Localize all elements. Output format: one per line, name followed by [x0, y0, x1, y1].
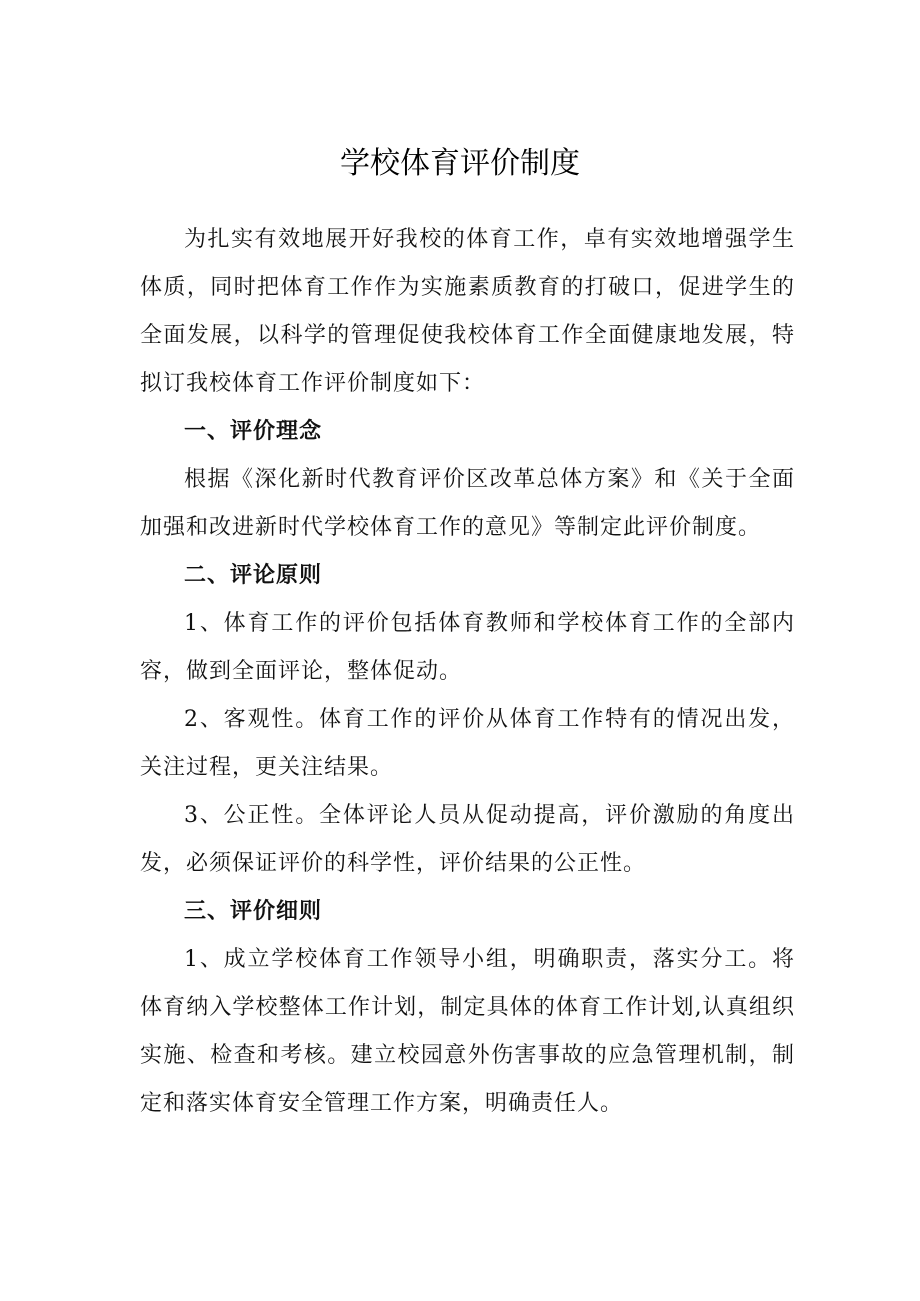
- document-title: 学校体育评价制度: [340, 146, 580, 181]
- rule-paragraph-1: 1、成立学校体育工作领导小组，明确职责，落实分工。将体育纳入学校整体工作计划，制定具体的体育工作计划,认真组织实施、检查和考核。建立校园意外伤害事故的应急管理机制，制定和落实体育安全管理工作方案，明确责任人。: [140, 947, 795, 1116]
- principle-paragraph-1: 1、体育工作的评价包括体育教师和学校体育工作的全部内容，做到全面评论，整体促动。: [140, 611, 795, 684]
- section-heading-principles: 二、评论原则: [184, 563, 323, 588]
- section-heading-philosophy: 一、评价理念: [184, 419, 323, 444]
- philosophy-paragraph: 根据《深化新时代教育评价区改革总体方案》和《关于全面加强和改进新时代学校体育工作的意见》等制定此评价制度。: [140, 467, 795, 540]
- intro-paragraph: 为扎实有效地展开好我校的体育工作，卓有实效地增强学生体质，同时把体育工作作为实施素质教育的打破口，促进学生的全面发展，以科学的管理促使我校体育工作全面健康地发展，特拟订我校体育工作评价制度如下：: [140, 227, 795, 396]
- section-heading-rules: 三、评价细则: [184, 899, 323, 924]
- principle-paragraph-3: 3、公正性。全体评论人员从促动提高，评价激励的角度出发，必须保证评价的科学性，评价结果的公正性。: [140, 803, 795, 876]
- document-body: [140, 216, 795, 1128]
- principle-paragraph-2: 2、客观性。体育工作的评价从体育工作特有的情况出发，关注过程，更关注结果。: [140, 707, 795, 780]
